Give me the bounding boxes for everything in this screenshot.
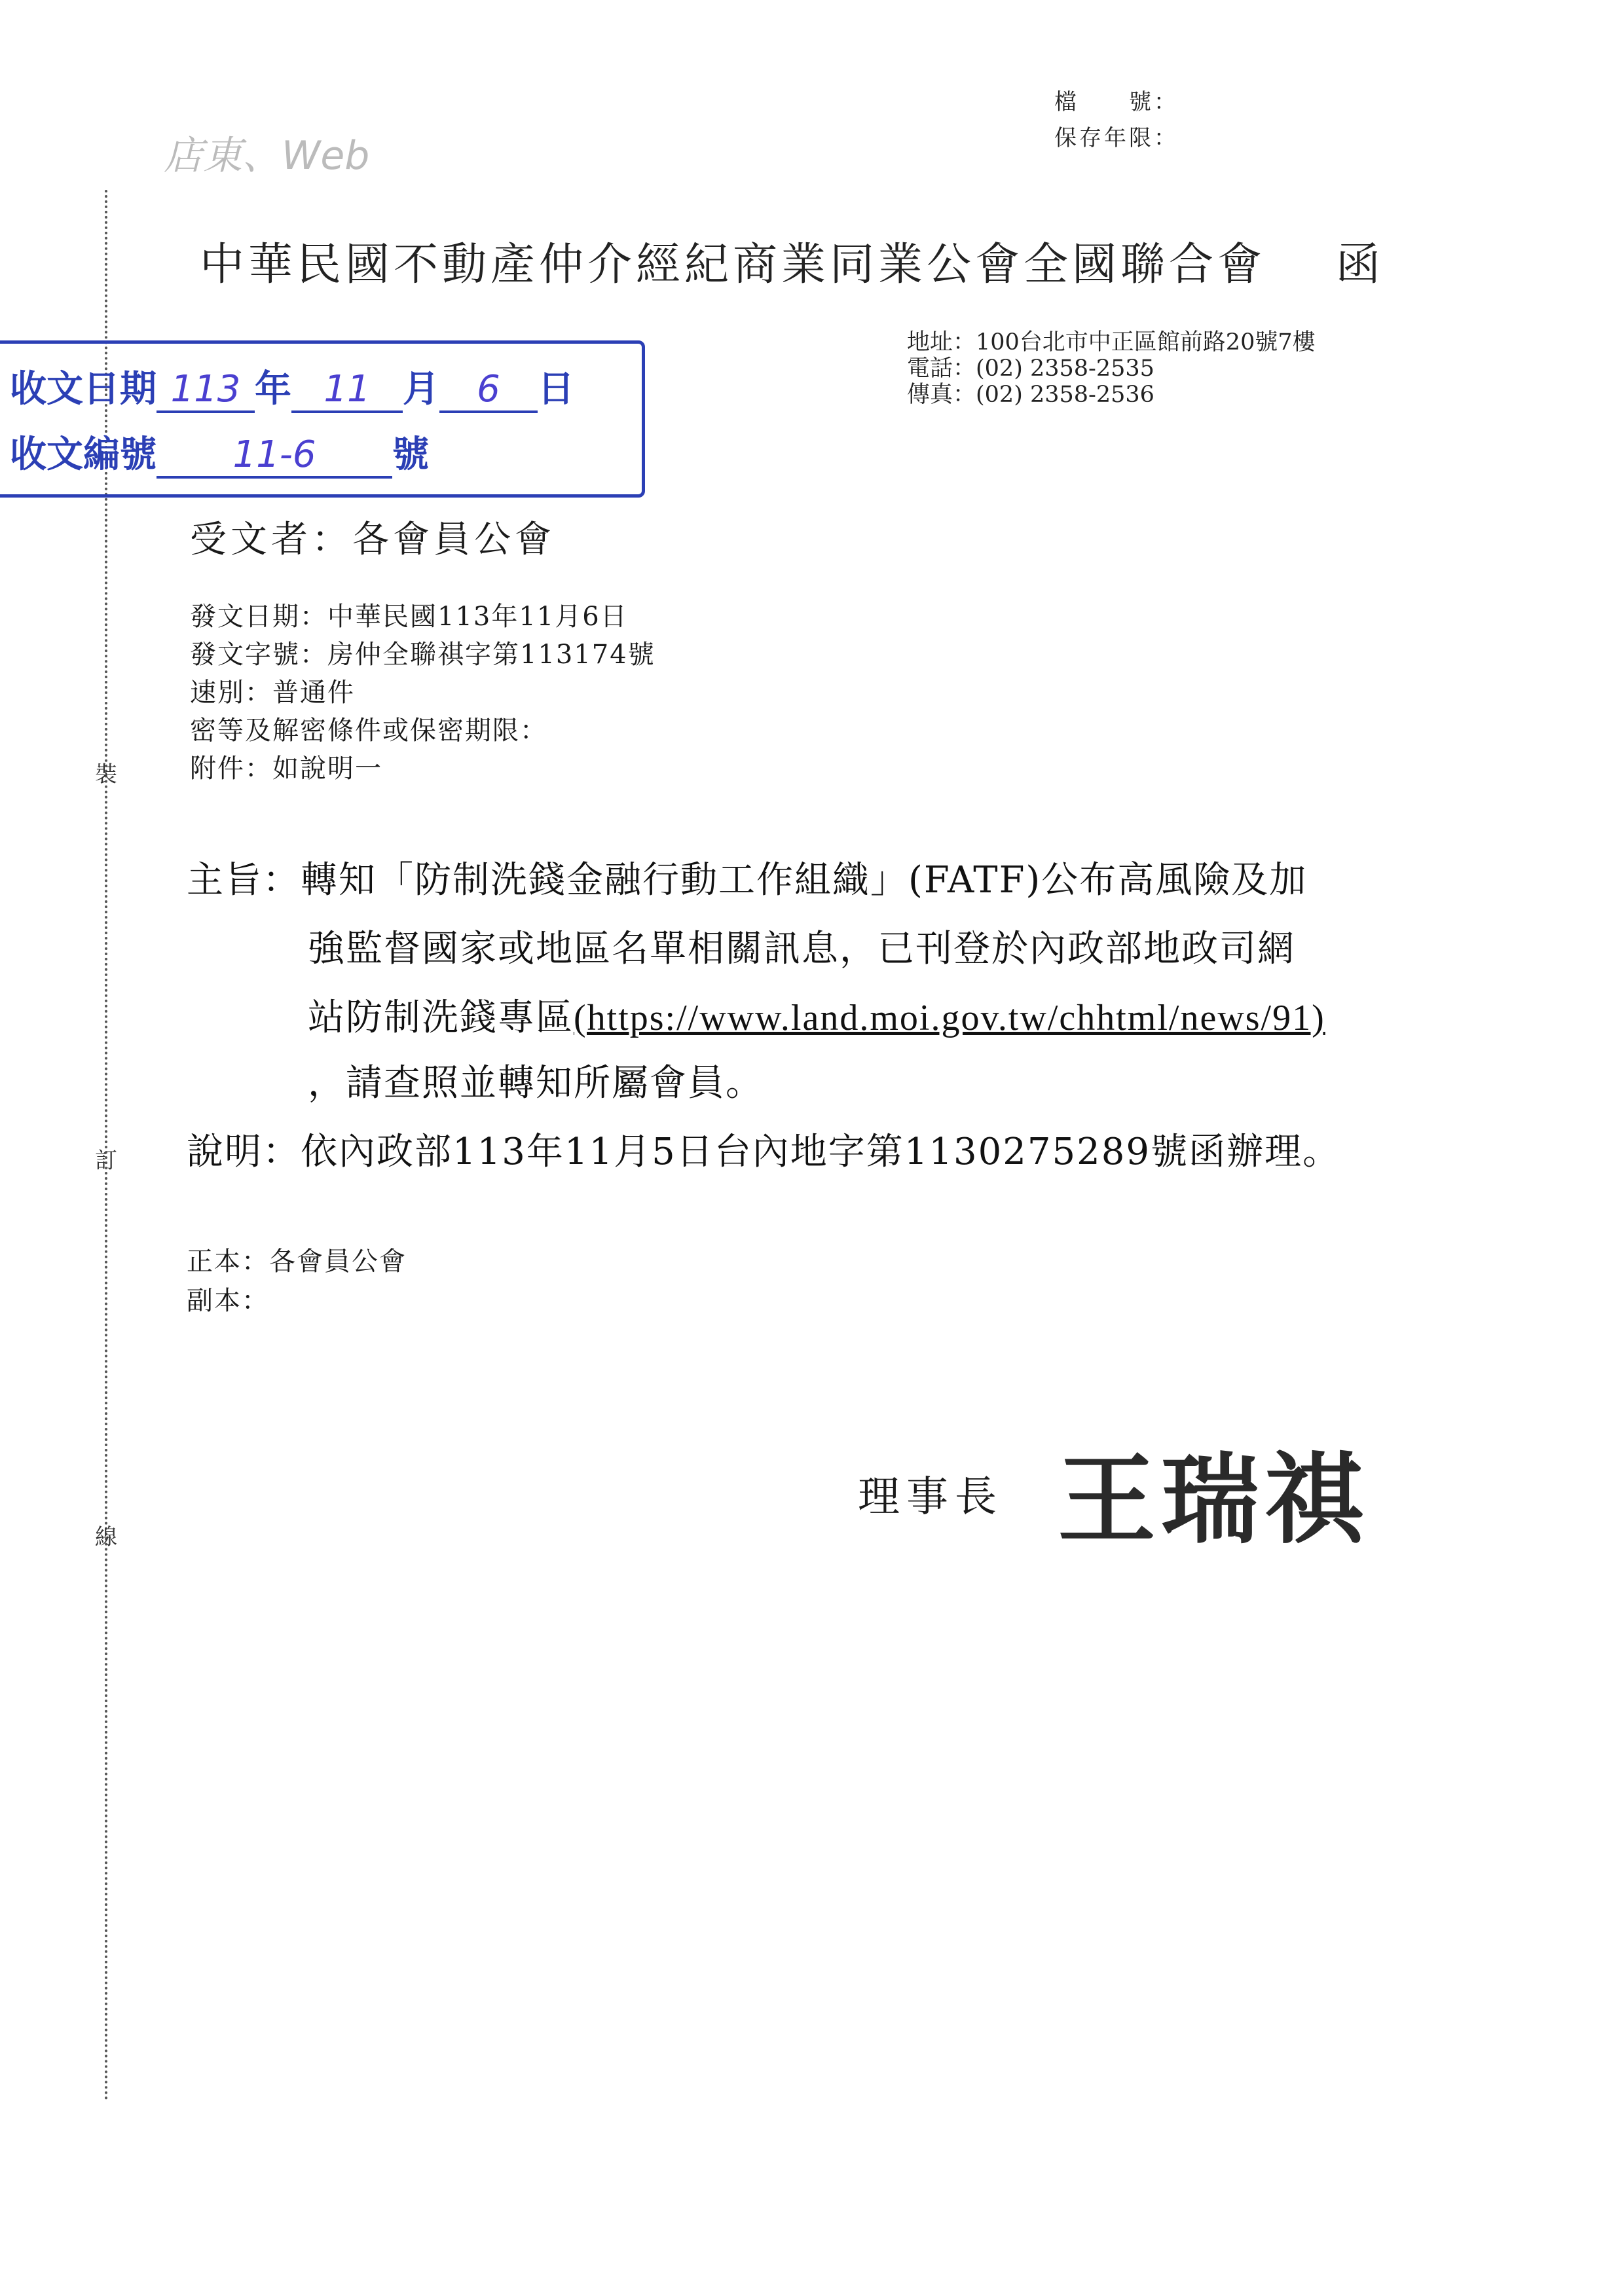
received-stamp [0,340,645,498]
news-link[interactable]: (https://www.land.moi.gov.tw/chhtml/news/91) [574,998,1325,1038]
issue-date: 發文日期：中華民國113年11月6日 [190,602,628,632]
subject-line-4: ，請查照並轉知所屬會員。 [308,1062,764,1104]
stamp-day-value: 6 [439,368,538,413]
fax: 傳真：(02) 2358-2536 [907,382,1154,408]
binding-mark-ding: 訂 [95,1148,117,1174]
binding-mark-zhuang: 裝 [95,761,117,788]
handwritten-note: 店東、Web [164,133,370,179]
stamp-year-value: 113 [157,368,255,413]
stamp-date-row [10,360,574,413]
retention-period-label: 保存年限： [1054,125,1179,151]
signatory-title: 理事長 [858,1473,1003,1522]
recipient: 受文者：各會員公會 [190,519,555,561]
stamp-month-unit: 月 [403,368,439,410]
signatory-name: 王瑞祺 [1058,1444,1369,1558]
subject-line-3-prefix: 站防制洗錢專區 [308,996,574,1039]
explanation: 說明：依內政部113年11月5日台內地字第1130275289號函辦理。 [187,1131,1341,1173]
document-type: 函 [1336,239,1381,291]
file-number-label: 檔 號： [1054,89,1179,115]
attachment: 附件：如說明一 [190,754,382,784]
subject-line-1: 主旨：轉知「防制洗錢金融行動工作組織」(FATF)公布高風險及加 [187,859,1308,902]
stamp-month-value: 11 [291,368,403,413]
secrecy-level: 密等及解密條件或保密期限： [190,716,547,746]
organization-name: 中華民國不動產仲介經紀商業同業公會全國聯合會 [200,239,1266,291]
stamp-number-label: 收文編號 [10,433,157,476]
stamp-date-label: 收文日期 [10,368,157,410]
stamp-year-unit: 年 [255,368,291,410]
stamp-number-row [10,426,429,479]
binding-mark-xian: 線 [95,1524,117,1550]
subject-line-2: 強監督國家或地區名單相關訊息，已刊登於內政部地政司網 [308,928,1295,970]
address: 地址：100台北市中正區館前路20號7樓 [907,329,1316,355]
document-number: 發文字號：房仲全聯祺字第113174號 [190,640,655,670]
delivery-speed: 速別：普通件 [190,678,355,708]
subject-line-3 [308,989,1325,1041]
stamp-number-unit: 號 [392,433,429,476]
original-recipients: 正本：各會員公會 [187,1247,407,1277]
phone: 電話：(02) 2358-2535 [907,355,1154,382]
copy-recipients: 副本： [187,1286,269,1316]
stamp-day-unit: 日 [538,368,574,410]
stamp-number-value: 11-6 [157,433,392,479]
